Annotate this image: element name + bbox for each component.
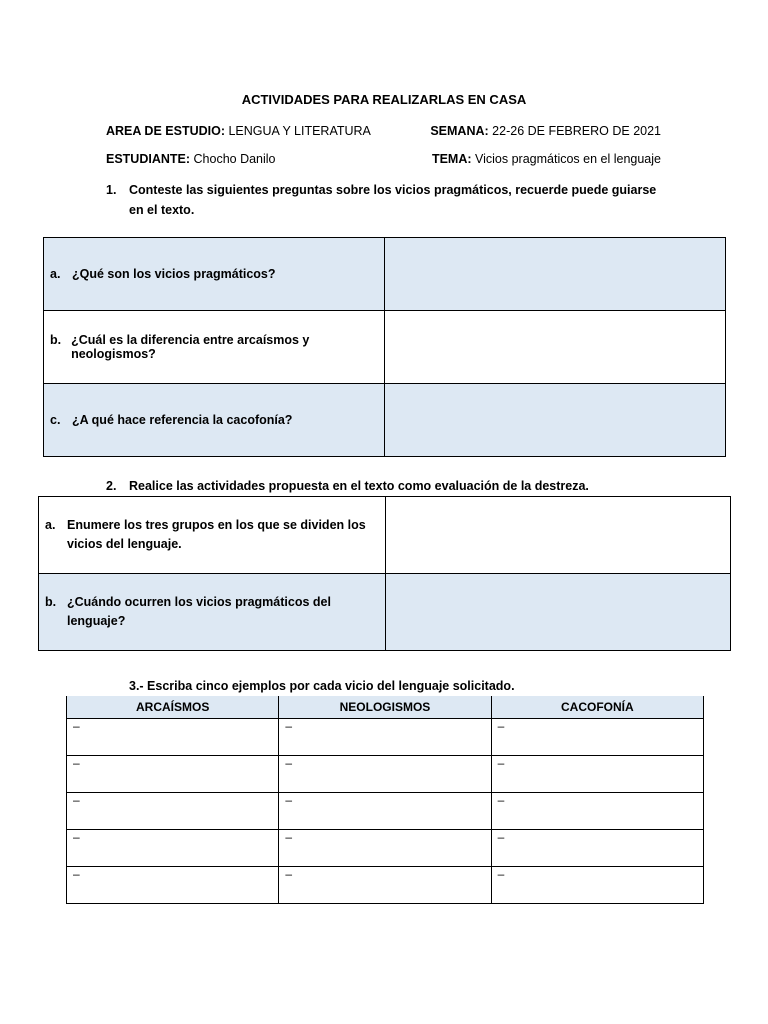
column-header-cacofonia: CACOFONÍA — [491, 696, 703, 719]
table-row — [44, 384, 726, 457]
section3-instruction: 3.- Escriba cinco ejemplos por cada vicio del lenguaje solicitado. — [129, 679, 515, 693]
answer-cell[interactable] — [385, 311, 726, 384]
example-cell[interactable]: – — [491, 719, 703, 756]
semana-value: 22-26 DE FEBRERO DE 2021 — [492, 124, 661, 138]
example-cell[interactable]: – — [279, 756, 491, 793]
table-row — [44, 311, 726, 384]
example-cell[interactable]: – — [67, 867, 279, 904]
table-row — [67, 756, 704, 793]
question-letter: b. — [50, 333, 62, 347]
question-letter: b. — [45, 595, 57, 609]
question-letter: c. — [50, 413, 61, 427]
area-field — [106, 124, 371, 138]
area-value: LENGUA Y LITERATURA — [228, 124, 371, 138]
question-text: Enumere los tres grupos en los que se dividen los vicios del lenguaje. — [67, 518, 366, 551]
column-header-arcaismos: ARCAÍSMOS — [67, 696, 279, 719]
example-cell[interactable]: – — [491, 830, 703, 867]
student-value: Chocho Danilo — [193, 152, 276, 166]
question-text: ¿Qué son los vicios pragmáticos? — [72, 267, 276, 281]
example-cell[interactable]: – — [67, 756, 279, 793]
question-cell — [44, 384, 385, 457]
question-cell — [39, 574, 386, 651]
example-cell[interactable]: – — [279, 719, 491, 756]
area-label: AREA DE ESTUDIO: — [106, 124, 225, 138]
example-cell[interactable]: – — [67, 793, 279, 830]
question-letter: a. — [50, 267, 61, 281]
section1-number: 1. — [106, 183, 117, 197]
table-row — [44, 238, 726, 311]
answer-cell[interactable] — [385, 384, 726, 457]
answer-cell[interactable] — [386, 574, 731, 651]
table-row — [39, 574, 731, 651]
tema-value: Vicios pragmáticos en el lenguaje — [475, 152, 661, 166]
section2-number: 2. — [106, 479, 117, 493]
semana-label: SEMANA: — [430, 124, 489, 138]
question-text: ¿Cuándo ocurren los vicios pragmáticos del lenguaje? — [67, 595, 331, 628]
answer-cell[interactable] — [386, 497, 731, 574]
example-cell[interactable]: – — [67, 830, 279, 867]
example-cell[interactable]: – — [491, 756, 703, 793]
example-cell[interactable]: – — [491, 867, 703, 904]
student-field — [106, 152, 276, 166]
question-cell — [44, 311, 385, 384]
column-header-neologismos: NEOLOGISMOS — [279, 696, 491, 719]
question-cell — [39, 497, 386, 574]
table-row — [67, 793, 704, 830]
section1-text: Conteste las siguientes preguntas sobre los vicios pragmáticos, recuerde puede guiarse en el texto. — [129, 183, 657, 217]
question-text: ¿Cuál es la diferencia entre arcaísmos y neologismos? — [71, 333, 310, 361]
examples-table — [66, 696, 704, 904]
table-row — [67, 830, 704, 867]
example-cell[interactable]: – — [67, 719, 279, 756]
section1-table — [43, 237, 726, 457]
page-title: ACTIVIDADES PARA REALIZARLAS EN CASA — [241, 92, 527, 107]
table-row — [67, 719, 704, 756]
table-header-row — [67, 696, 704, 719]
student-label: ESTUDIANTE: — [106, 152, 191, 166]
answer-cell[interactable] — [385, 238, 726, 311]
section2-instruction — [106, 479, 589, 493]
question-text: ¿A qué hace referencia la cacofonía? — [72, 413, 293, 427]
question-letter: a. — [45, 518, 56, 532]
tema-label: TEMA: — [431, 152, 472, 166]
tema-field — [432, 152, 661, 166]
section2-text: Realice las actividades propuesta en el texto como evaluación de la destreza. — [129, 479, 589, 493]
example-cell[interactable]: – — [279, 793, 491, 830]
semana-field — [430, 124, 661, 138]
example-cell[interactable]: – — [279, 867, 491, 904]
example-cell[interactable]: – — [279, 830, 491, 867]
table-row — [67, 867, 704, 904]
section2-table — [38, 496, 731, 651]
table-row — [39, 497, 731, 574]
example-cell[interactable]: – — [491, 793, 703, 830]
question-cell — [44, 238, 385, 311]
